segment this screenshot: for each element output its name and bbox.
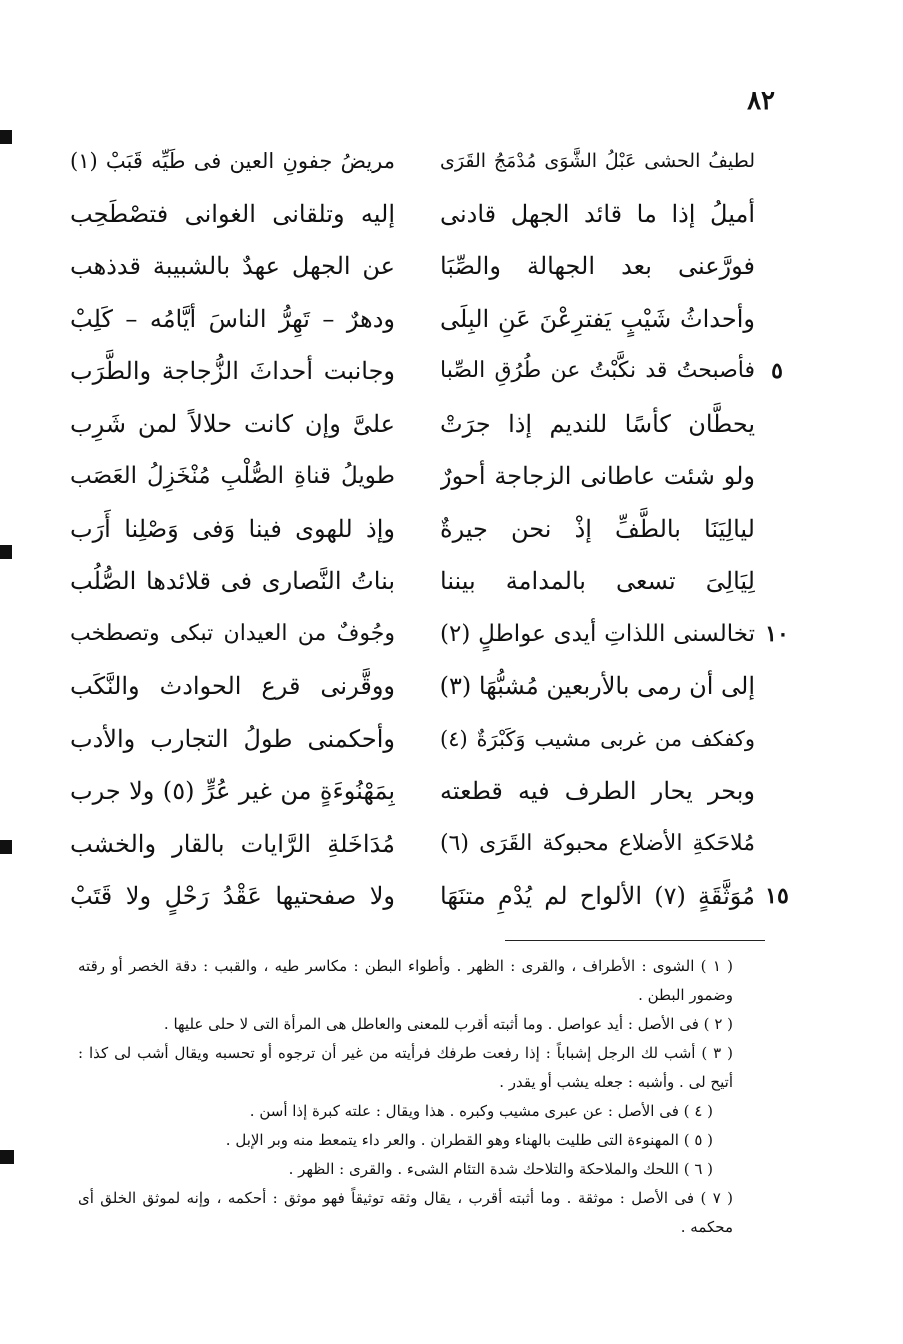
footnote-2: ( ٢ ) فى الأصل : أيد عواصل . وما أثبته أقرب للمعنى والعاطل هى المرأة التى لا حلى عليها .	[163, 1015, 733, 1033]
verse-second-hemistich: بناتُ النَّصارى فى قلائدها الصُّلُب	[70, 567, 395, 595]
verse-first-hemistich: لطيفُ الحشى عَبْلُ الشَّوَى مُدْمَجُ القَرَى	[440, 150, 755, 172]
scan-margin-mark	[0, 130, 12, 144]
verse-line	[60, 240, 780, 292]
verse-line	[60, 555, 780, 607]
verse-first-hemistich: تخالسنى اللذاتِ أيدى عواطلٍ (٢)	[440, 620, 755, 647]
verse-first-hemistich: فورَّعنى بعد الجهالة والصِّبَا	[440, 252, 755, 280]
scan-margin-mark	[0, 545, 12, 559]
verse-number: ١٠	[765, 620, 789, 647]
scan-margin-mark	[0, 840, 12, 854]
verse-line	[60, 293, 780, 345]
verse-line	[60, 135, 780, 187]
verse-first-hemistich: ليالِيَنَا بالطَّفِّ إذْ نحن جيرةٌ	[440, 514, 755, 543]
verse-line	[60, 765, 780, 817]
verse-second-hemistich: مريضُ جفونِ العين فى طَيِّه قَبَبْ (١)	[70, 149, 395, 173]
verse-first-hemistich: وكفكف من غربى مشيب وَكَبْرَةٌ (٤)	[440, 726, 755, 751]
verse-first-hemistich: لِيَالِىَ تسعى بالمدامة بيننا	[440, 567, 755, 595]
verse-first-hemistich: وبحر يحار الطرف فيه قطعته	[440, 777, 755, 805]
footnote-5: ( ٥ ) المهنوءة التى طليت بالهناء وهو القطران . والعر داء يتمعط منه وبر الإبل .	[225, 1131, 713, 1149]
verse-second-hemistich: وأحكمنى طولُ التجارب والأدب	[70, 724, 395, 753]
verse-line	[60, 818, 780, 870]
verse-second-hemistich: وجُوفٌ من العيدان تبكى وتصطخب	[70, 620, 395, 646]
footnote-7: ( ٧ ) فى الأصل : موثقة . وما أثبته أقرب ، يقال وثقه توثيقاً فهو موثق : أحكمه ، وإنه لموثق الخلق أى محكمه .	[78, 1189, 733, 1236]
verse-first-hemistich: فأصبحتُ قد نكَّبْتُ عن طُرُقِ الصِّبا	[440, 358, 755, 383]
verse-line	[60, 660, 780, 712]
verse-second-hemistich: ووقَّرنى قرع الحوادث والنَّكَب	[70, 672, 395, 700]
verse-number: ٥	[771, 358, 783, 384]
verse-second-hemistich: عن الجهل عهدٌ بالشبيبة قدذهب	[70, 252, 395, 280]
footnote-4: ( ٤ ) فى الأصل : عن عبرى مشيب وكبره . هذا ويقال : علته كبرة إذا أسن .	[249, 1102, 713, 1120]
verse-first-hemistich: وأحداثُ شَيْبٍ يَفترِعْنَ عَنِ البِلَى	[440, 304, 755, 333]
verse-number: ١٥	[765, 883, 789, 909]
verse-line	[60, 713, 780, 765]
verse-line	[60, 450, 780, 502]
verse-first-hemistich: مُلاحَكةِ الأضلاع محبوكة القَرَى (٦)	[440, 830, 755, 856]
verse-second-hemistich: ولا صفحتيها عَقْدُ رَحْلٍ ولا قَتَبْ	[70, 882, 395, 910]
verse-line	[60, 608, 789, 660]
footnote-3: ( ٣ ) أشب لك الرجل إشباباً : إذا رفعت طرفك فرأيته من غير أن ترجوه أو تحسبه ويقال أشب لى كذا : أتيح لى . وأشبه : جعله يشب أو يقدر .	[78, 1044, 733, 1091]
verse-second-hemistich: إليه وتلقانى الغوانى فتصْطَحِب	[70, 199, 395, 228]
verse-first-hemistich: مُوَثَّقَةٍ (٧) الألواح لم يُدْمِ متنَهَا	[440, 882, 755, 910]
verse-second-hemistich: علىَّ وإن كانت حلالاً لمن شَرِب	[70, 409, 395, 438]
verse-second-hemistich: وإذ للهوى فينا وَفى وَصْلِنا أَرَب	[70, 514, 395, 543]
verse-second-hemistich: طويلُ قناةِ الصُّلْبِ مُنْخَزِلُ العَصَب	[70, 463, 395, 489]
scan-margin-mark	[0, 1150, 14, 1164]
page-number: ٨٢	[747, 86, 775, 116]
verse-line	[60, 503, 780, 555]
verse-first-hemistich: أميلُ إذا ما قائد الجهل قادنى	[440, 199, 755, 228]
verse-second-hemistich: بِمَهْنُوءَةٍ من غير عُرٍّ (٥) ولا جرب	[70, 777, 395, 805]
verse-first-hemistich: يحطَّان كأسًا للنديم إذا جرَتْ	[440, 409, 755, 438]
verse-first-hemistich: إلى أن رمى بالأربعين مُشبُّهَا (٣)	[440, 672, 755, 700]
footnotes	[78, 952, 758, 1242]
verse-second-hemistich: مُدَاخَلةِ الرَّايات بالقار والخشب	[70, 829, 395, 858]
verse-first-hemistich: ولو شئت عاطانى الزجاجة أحورٌ	[440, 462, 755, 490]
footnote-1: ( ١ ) الشوى : الأطراف ، والقرى : الظهر . وأطواء البطن : مكاسر طيه ، والقبب : دقة الخصر أو رقته وضمور البطن .	[78, 957, 734, 1004]
verse-line	[60, 345, 783, 397]
verse-line	[60, 870, 789, 922]
verse-line	[60, 188, 780, 240]
verse-second-hemistich: وجانبت أحداثَ الزُّجاجة والطَّرَب	[70, 357, 395, 385]
verse-line	[60, 398, 780, 450]
footnote-divider	[505, 940, 765, 941]
verse-second-hemistich: ودهرٌ – تَهِرُّ الناسَ أيَّامُه – كَلِبْ	[70, 304, 395, 333]
footnote-6: ( ٦ ) اللحك والملاحكة والتلاحك شدة التئام الشىء . والقرى : الظهر .	[288, 1160, 713, 1178]
